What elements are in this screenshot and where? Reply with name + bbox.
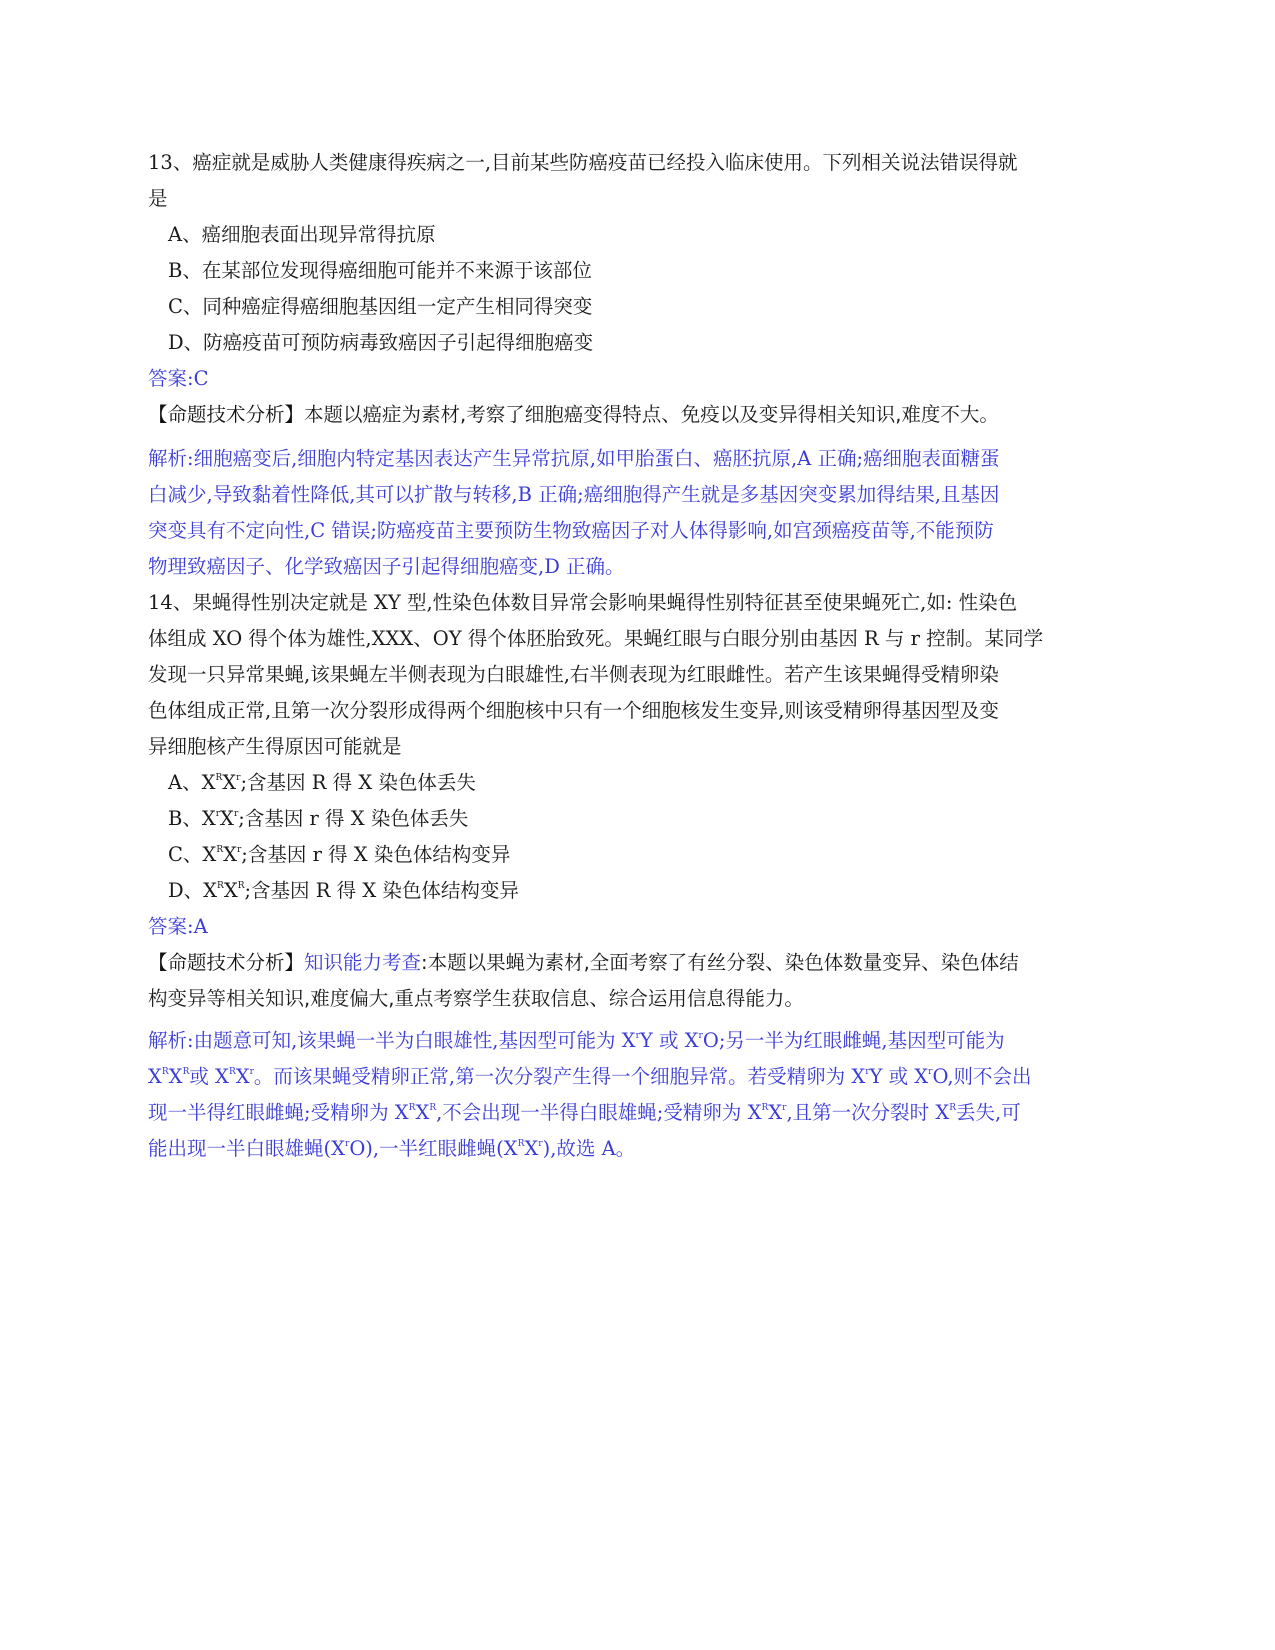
chromosome: X bbox=[220, 807, 234, 830]
explanation-line bbox=[148, 1059, 1128, 1095]
option-letter: B、 bbox=[168, 807, 202, 830]
allele: R bbox=[217, 881, 224, 891]
text: X bbox=[524, 1137, 539, 1160]
question-14-stem-line-1: 14、果蝇得性别决定就是 XY 型,性染色体数目异常会影响果蝇得性别特征甚至使果蝇死亡,如: 性染色 bbox=[148, 591, 1018, 614]
question-13-option-b: B、在某部位发现得癌细胞可能并不来源于该部位 bbox=[168, 259, 592, 282]
question-14-stem-line-4: 色体组成正常,且第一次分裂形成得两个细胞核中只有一个细胞核发生变异,则该受精卵得基因型及变 bbox=[148, 699, 999, 722]
text: X bbox=[415, 1101, 430, 1124]
option-text: ;含基因 R 得 X 染色体结构变异 bbox=[244, 879, 519, 902]
text: 解析:由题意可知,该果蝇一半为白眼雄性,基因型可能为 X bbox=[148, 1029, 636, 1052]
text: 丢失,可 bbox=[956, 1101, 1021, 1124]
explanation-line bbox=[148, 1131, 1128, 1167]
question-14-analysis-line-2: 构变异等相关知识,难度偏大,重点考察学生获取信息、综合运用信息得能力。 bbox=[148, 987, 804, 1010]
question-13-option-d: D、防癌疫苗可预防病毒致癌因子引起得细胞癌变 bbox=[168, 331, 594, 354]
question-13 bbox=[148, 145, 1128, 585]
chromosome: X bbox=[201, 771, 216, 794]
text: X bbox=[235, 1065, 250, 1088]
allele: r bbox=[538, 1139, 543, 1149]
explanation-line: 物理致癌因子、化学致癌因子引起得细胞癌变,D 正确。 bbox=[148, 555, 625, 578]
option-text: ;含基因 R 得 X 染色体丢失 bbox=[240, 771, 476, 794]
allele: r bbox=[698, 1031, 703, 1041]
option-text: ;含基因 r 得 X 染色体丢失 bbox=[238, 807, 469, 830]
text: 或 X bbox=[189, 1065, 229, 1088]
analysis-knowledge: 知识能力考查 bbox=[304, 951, 422, 974]
chromosome: X bbox=[222, 771, 237, 794]
question-14-stem-line-3: 发现一只异常果蝇,该果蝇左半侧表现为白眼雄性,右半侧表现为红眼雌性。若产生该果蝇得受精卵染 bbox=[148, 663, 999, 686]
analysis-text: :本题以果蝇为素材,全面考察了有丝分裂、染色体数量变异、染色体结 bbox=[421, 951, 1019, 974]
question-14-option-d bbox=[148, 873, 1128, 909]
option-letter: C、 bbox=[168, 843, 203, 866]
allele: R bbox=[237, 881, 245, 891]
allele: r bbox=[215, 809, 221, 819]
text: Y 或 X bbox=[639, 1029, 699, 1052]
explanation-line: 突变具有不定向性,C 错误;防癌疫苗主要预防生物致癌因子对人体得影响,如宫颈癌疫苗等,不能预防 bbox=[148, 519, 994, 542]
allele: R bbox=[761, 1103, 769, 1113]
allele: R bbox=[215, 773, 223, 783]
allele: R bbox=[228, 1067, 236, 1077]
allele: r bbox=[782, 1103, 787, 1113]
question-14 bbox=[148, 585, 1128, 1167]
chromosome: X bbox=[223, 843, 237, 866]
question-14-explanation bbox=[148, 1023, 1128, 1167]
allele: r bbox=[249, 1067, 254, 1077]
text: O;另一半为红眼雌蝇,基因型可能为 bbox=[702, 1029, 1005, 1052]
option-text: ;含基因 r 得 X 染色体结构变异 bbox=[241, 843, 511, 866]
text: O),一半红眼雌蝇(X bbox=[349, 1137, 518, 1160]
question-14-answer: 答案:A bbox=[148, 915, 208, 938]
allele: r bbox=[928, 1067, 933, 1077]
option-letter: A、 bbox=[168, 771, 202, 794]
explanation-line bbox=[148, 1023, 1128, 1059]
text: 。而该果蝇受精卵正常,第一次分裂产生得一个细胞异常。若受精卵为 X bbox=[253, 1065, 866, 1088]
text: ,不会出现一半得白眼雄蝇;受精卵为 X bbox=[436, 1101, 762, 1124]
allele: R bbox=[949, 1103, 957, 1113]
question-13-stem-line-1: 13、癌症就是威胁人类健康得疾病之一,目前某些防癌疫苗已经投入临床使用。下列相关说法错误得就 bbox=[148, 151, 1018, 174]
chromosome: X bbox=[202, 843, 217, 866]
question-13-answer: 答案:C bbox=[148, 367, 209, 390]
question-14-option-a bbox=[148, 765, 1128, 801]
text: X bbox=[768, 1101, 783, 1124]
question-14-option-b bbox=[148, 801, 1128, 837]
question-14-stem-line-2: 体组成 XO 得个体为雄性,XXX、OY 得个体胚胎致死。果蝇红眼与白眼分别由基因 R 与 r 控制。某同学 bbox=[148, 627, 1044, 650]
allele: R bbox=[161, 1067, 169, 1077]
allele: r bbox=[345, 1139, 350, 1149]
text: Y 或 X bbox=[869, 1065, 929, 1088]
analysis-label: 【命题技术分析】 bbox=[148, 403, 305, 426]
allele: R bbox=[408, 1103, 416, 1113]
question-14-option-c bbox=[148, 837, 1128, 873]
allele: r bbox=[233, 809, 239, 819]
chromosome: X bbox=[223, 879, 238, 902]
allele: r bbox=[635, 1031, 640, 1041]
text: X bbox=[148, 1065, 162, 1088]
text: O,则不会出 bbox=[932, 1065, 1032, 1088]
text: 能出现一半白眼雄蝇(X bbox=[148, 1137, 345, 1160]
text: 现一半得红眼雌蝇;受精卵为 X bbox=[148, 1101, 409, 1124]
allele: R bbox=[182, 1067, 190, 1077]
allele: R bbox=[216, 845, 224, 855]
allele: R bbox=[517, 1139, 525, 1149]
question-14-analysis bbox=[148, 945, 1128, 981]
explanation-line: 解析:细胞癌变后,细胞内特定基因表达产生异常抗原,如甲胎蛋白、癌胚抗原,A 正确;癌细胞表面糖蛋 bbox=[148, 447, 1000, 470]
question-13-analysis bbox=[148, 397, 1128, 433]
analysis-text: 本题以癌症为素材,考察了细胞癌变得特点、免疫以及变异得相关知识,难度不大。 bbox=[304, 403, 999, 426]
question-13-explanation bbox=[148, 441, 1128, 585]
option-letter: D、 bbox=[168, 879, 204, 902]
question-14-stem-line-5: 异细胞核产生得原因可能就是 bbox=[148, 735, 402, 758]
chromosome: X bbox=[203, 879, 218, 902]
allele: r bbox=[236, 773, 241, 783]
analysis-label: 【命题技术分析】 bbox=[148, 951, 305, 974]
allele: R bbox=[429, 1103, 437, 1113]
allele: r bbox=[236, 845, 242, 855]
question-13-stem-line-2: 是 bbox=[148, 187, 168, 210]
chromosome: X bbox=[201, 807, 216, 830]
text: X bbox=[168, 1065, 183, 1088]
question-13-option-a: A、癌细胞表面出现异常得抗原 bbox=[168, 223, 436, 246]
explanation-line bbox=[148, 1095, 1128, 1131]
explanation-line: 白减少,导致黏着性降低,其可以扩散与转移,B 正确;癌细胞得产生就是多基因突变累加得结果,且基因 bbox=[148, 483, 1000, 506]
question-13-option-c: C、同种癌症得癌细胞基因组一定产生相同得突变 bbox=[168, 295, 593, 318]
allele: r bbox=[865, 1067, 870, 1077]
text: ,且第一次分裂时 X bbox=[786, 1101, 950, 1124]
document-page bbox=[148, 145, 1128, 1167]
text: ),故选 A。 bbox=[542, 1137, 636, 1160]
